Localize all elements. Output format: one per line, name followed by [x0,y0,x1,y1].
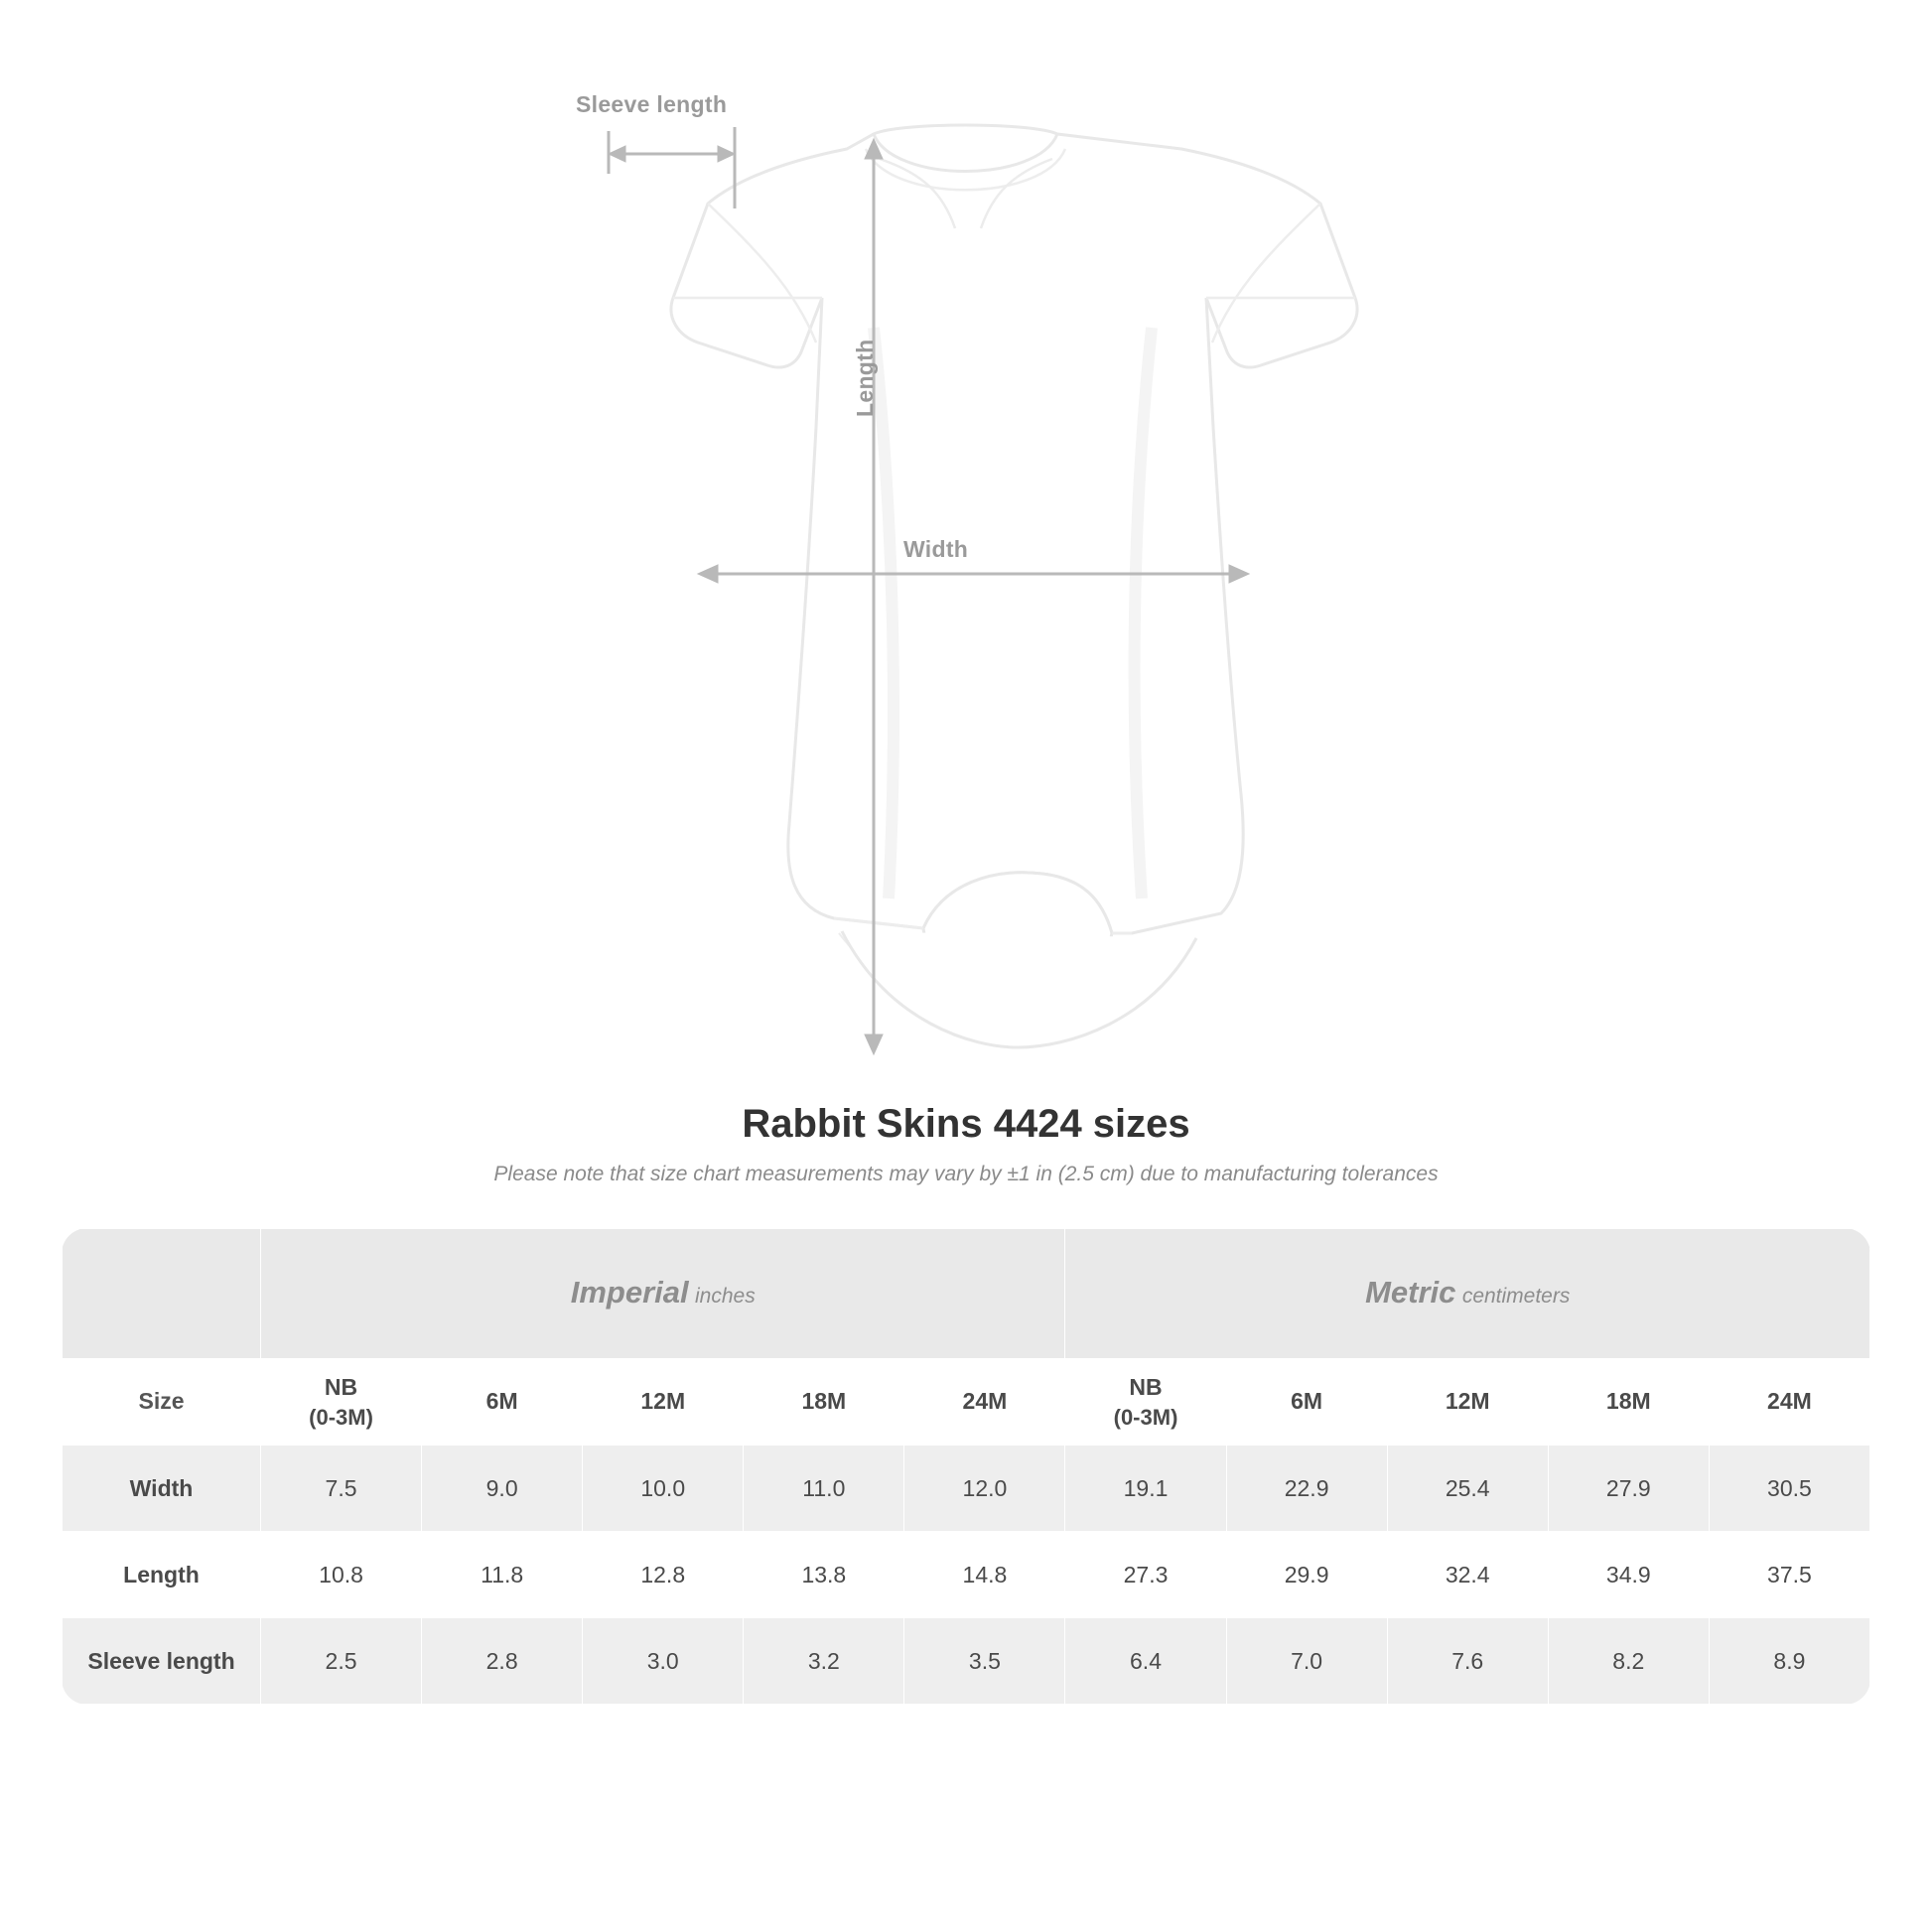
arrow-bottom-length [865,1035,883,1054]
cell-sleeve-18m-in: 3.2 [744,1618,904,1705]
table-corner-cell [63,1229,261,1359]
metric-name: Metric [1365,1274,1456,1310]
metric-header [1065,1229,1870,1359]
unit-header-row [63,1229,1870,1359]
cell-length-6m-in: 11.8 [422,1532,583,1618]
column-header-24m-imperial: 24M [904,1359,1065,1446]
column-header-6m-imperial: 6M [422,1359,583,1446]
size-header: Size [63,1359,261,1446]
cell-length-18m-cm: 34.9 [1548,1532,1709,1618]
arrow-right-sleeve [718,146,735,162]
width-label: Width [903,536,969,562]
cell-sleeve-12m-in: 3.0 [583,1618,744,1705]
cell-width-nb-cm: 19.1 [1065,1446,1226,1532]
cell-length-6m-cm: 29.9 [1226,1532,1387,1618]
column-header-label: NB [324,1373,358,1400]
bodysuit-shape [671,125,1357,1047]
table-row [63,1532,1870,1618]
row-label-sleeve-length: Sleeve length [63,1618,261,1705]
column-header-label: NB [1129,1373,1163,1400]
cell-length-nb-in: 10.8 [261,1532,422,1618]
sleeve-length-label: Sleeve length [576,91,728,117]
cell-width-24m-cm: 30.5 [1709,1446,1869,1532]
arrow-right-width [1229,565,1249,583]
table-row [63,1618,1870,1705]
cell-width-12m-cm: 25.4 [1387,1446,1548,1532]
cell-width-24m-in: 12.0 [904,1446,1065,1532]
cell-length-nb-cm: 27.3 [1065,1532,1226,1618]
cell-sleeve-18m-cm: 8.2 [1548,1618,1709,1705]
column-header-sub: (0-3M) [1113,1404,1178,1430]
cell-length-24m-in: 14.8 [904,1532,1065,1618]
cell-width-nb-in: 7.5 [261,1446,422,1532]
length-label: Length [852,339,878,417]
cell-sleeve-nb-cm: 6.4 [1065,1618,1226,1705]
metric-sub: centimeters [1461,1284,1571,1308]
size-table-wrapper [62,1228,1870,1705]
imperial-sub: inches [695,1284,756,1308]
column-header-12m-metric: 12M [1387,1359,1548,1446]
imperial-name: Imperial [570,1274,689,1310]
title-block [0,1102,1932,1186]
cell-sleeve-nb-in: 2.5 [261,1618,422,1705]
cell-length-12m-in: 12.8 [583,1532,744,1618]
cell-sleeve-24m-cm: 8.9 [1709,1618,1869,1705]
cell-width-18m-in: 11.0 [744,1446,904,1532]
column-header-18m-metric: 18M [1548,1359,1709,1446]
column-header-nb-imperial [261,1359,422,1446]
cell-width-6m-in: 9.0 [422,1446,583,1532]
column-header-nb-metric [1065,1359,1226,1446]
cell-length-12m-cm: 32.4 [1387,1532,1548,1618]
tolerance-note: Please note that size chart measurements may vary by ±1 in (2.5 cm) due to manufacturing tolerances [493,1163,1439,1185]
column-header-12m-imperial: 12M [583,1359,744,1446]
cell-length-24m-cm: 37.5 [1709,1532,1869,1618]
cell-sleeve-6m-cm: 7.0 [1226,1618,1387,1705]
table-row [63,1446,1870,1532]
arrow-left-width [698,565,718,583]
page-title: Rabbit Skins 4424 sizes [742,1102,1190,1146]
imperial-header [261,1229,1065,1359]
column-header-24m-metric: 24M [1709,1359,1869,1446]
column-header-6m-metric: 6M [1226,1359,1387,1446]
cell-length-18m-in: 13.8 [744,1532,904,1618]
column-header-sub: (0-3M) [309,1404,373,1430]
size-table [62,1228,1870,1705]
cell-sleeve-24m-in: 3.5 [904,1618,1065,1705]
arrow-left-sleeve [609,146,625,162]
row-label-length: Length [63,1532,261,1618]
column-header-row [63,1359,1870,1446]
cell-sleeve-12m-cm: 7.6 [1387,1618,1548,1705]
cell-width-12m-in: 10.0 [583,1446,744,1532]
row-label-width: Width [63,1446,261,1532]
column-header-18m-imperial: 18M [744,1359,904,1446]
cell-width-6m-cm: 22.9 [1226,1446,1387,1532]
cell-width-18m-cm: 27.9 [1548,1446,1709,1532]
cell-sleeve-6m-in: 2.8 [422,1618,583,1705]
